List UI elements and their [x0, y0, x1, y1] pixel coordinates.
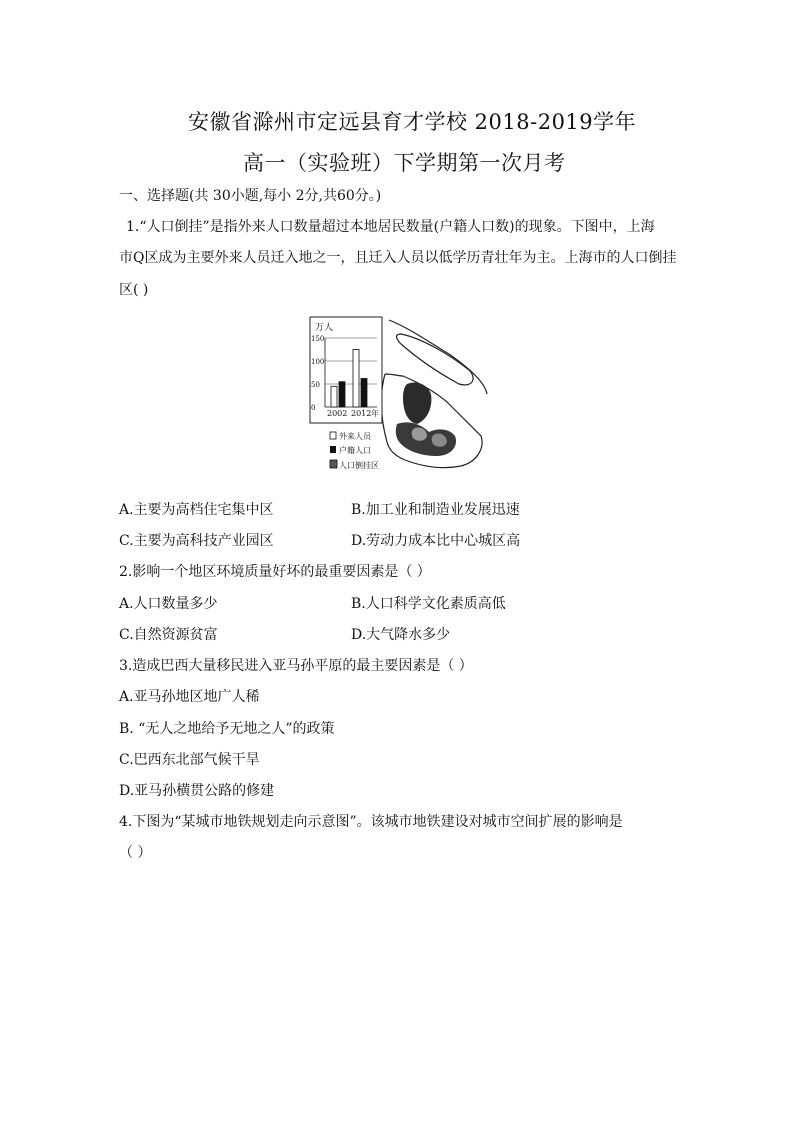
chart-y-tick-label: 100	[311, 358, 325, 366]
q2-option-d: D.大气降水多少	[351, 627, 451, 643]
chart-unit-label: 万人	[315, 323, 334, 333]
q1-stem-line1: 1.“人口倒挂”是指外来人口数量超过本地居民数量(户籍人口数)的现象。下图中，上海	[126, 219, 655, 235]
legend-label-registered: 户籍人口	[339, 446, 371, 455]
chart-legend	[330, 431, 379, 470]
chart-bar-migrant-2002	[331, 386, 337, 407]
q4-stem: 4.下图为“某城市地铁规划走向示意图”。该城市地铁建设对城市空间扩展的影响是	[119, 814, 623, 830]
page-title-line2: 高一（实验班）下学期第一次月考	[243, 151, 566, 175]
zone-north	[403, 382, 431, 424]
q3-option-c: C.巴西东北部气候干旱	[119, 752, 260, 768]
legend-swatch-inverted-zone	[330, 460, 337, 468]
zone-central	[396, 422, 456, 456]
chart-bar-migrant-2012	[353, 350, 359, 408]
chart-x-label-2012: 2012	[351, 409, 372, 418]
q1-stem-line3: 区( )	[119, 282, 149, 298]
q1-option-d: D.劳动力成本比中心城区高	[351, 533, 521, 549]
chart-y-tick-label: 50	[311, 381, 320, 389]
chart-bar-registered-2012	[361, 378, 367, 407]
chart-x-label-2002: 2002	[327, 409, 348, 418]
legend-label-inverted-zone: 人口倒挂区	[339, 461, 379, 470]
q2-option-b: B.人口科学文化素质高低	[351, 596, 506, 612]
legend-label-migrant: 外来人员	[339, 432, 371, 441]
q1-stem-line2: 市Q区成为主要外来人员迁入地之一，且迁入人员以低学历青壮年为主。上海市的人口倒挂	[119, 250, 677, 266]
q1-option-c: C.主要为高科技产业园区	[119, 533, 274, 549]
section-heading: 一、选择题(共 30小题,每小 2分,共60分。)	[119, 188, 382, 204]
river-estuary	[389, 320, 487, 394]
q2-option-c: C.自然资源贫富	[119, 627, 218, 643]
legend-swatch-migrant	[330, 432, 336, 439]
chart-bar-registered-2002	[339, 382, 345, 407]
q3-option-a: A.亚马孙地区地广人稀	[119, 689, 260, 705]
q1-option-a: A.主要为高档住宅集中区	[119, 502, 274, 518]
inverted-population-zone	[396, 382, 456, 456]
q3-option-d: D.亚马孙横贯公路的修建	[119, 783, 275, 799]
chart-x-unit: 年	[371, 409, 379, 418]
q1-figure	[309, 316, 492, 478]
q3-option-b: B. “无人之地给予无地之人”的政策	[119, 721, 335, 737]
q1-option-b: B.加工业和制造业发展迅速	[351, 502, 520, 518]
q4-answer-paren: （ ）	[119, 845, 152, 861]
q2-stem: 2.影响一个地区环境质量好坏的最重要因素是（ ）	[119, 564, 431, 580]
q3-stem: 3.造成巴西大量移民进入亚马孙平原的最主要因素是（ ）	[119, 658, 473, 674]
chongming-island	[397, 334, 474, 385]
chart-y-tick-label: 150	[311, 335, 325, 343]
q2-option-a: A.人口数量多少	[119, 596, 218, 612]
q1-figure-svg	[309, 316, 492, 478]
chart-y-tick-label: 0	[311, 404, 316, 412]
legend-swatch-registered	[330, 446, 336, 453]
page-title-line1: 安徽省滁州市定远县育才学校 2018-2019学年	[188, 110, 637, 134]
